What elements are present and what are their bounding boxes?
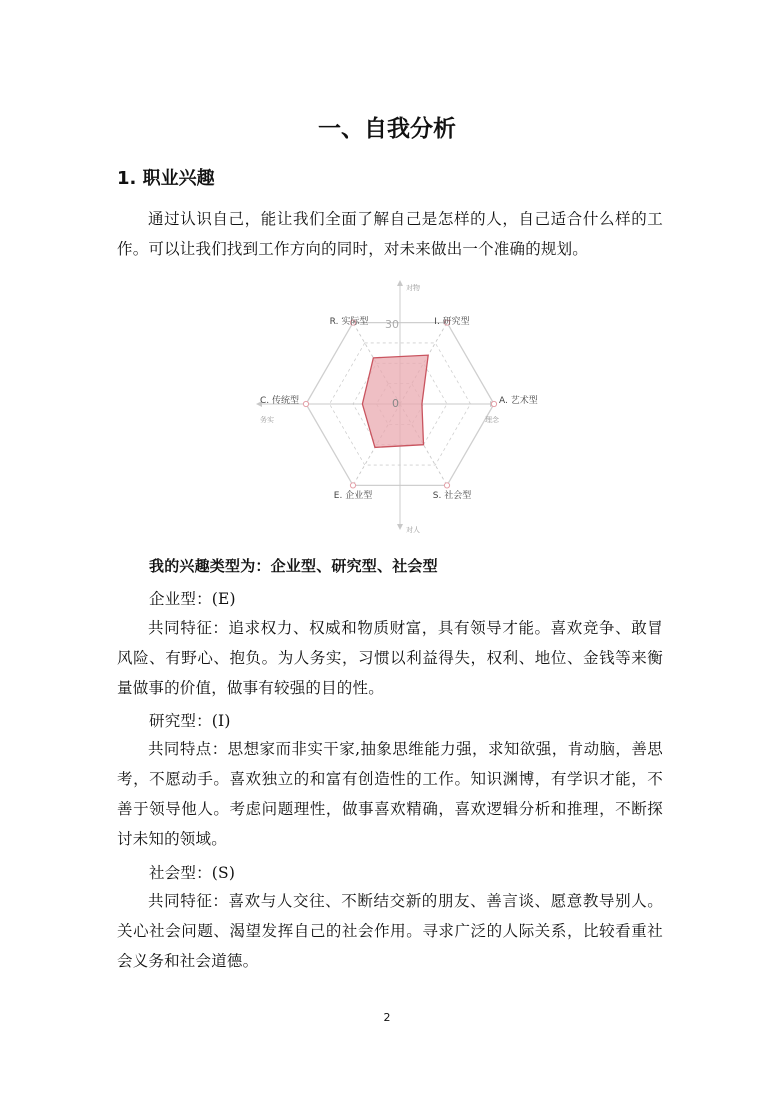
radar-vertex-dot <box>350 483 355 488</box>
radar-chart <box>250 276 538 538</box>
intro-paragraph: 通过认识自己，能让我们全面了解自己是怎样的人，自己适合什么样的工作。可以让我们找到工作方向的同时，对未来做出一个准确的规划。 <box>117 210 663 258</box>
axis-end-label-left: 务实 <box>260 416 274 424</box>
radar-vertex-dot <box>491 401 496 406</box>
axis-end-label-right: 理念 <box>485 416 499 424</box>
axis-arrow-bottom <box>397 524 403 530</box>
type-desc-investigative: 共同特点：思想家而非实干家,抽象思维能力强，求知欲强，肯动脑，善思考，不愿动手。喜欢独立的和富有创造性的工作。知识渊博，有学识才能，不善于领导他人。考虑问题理性，做事喜欢精确，喜欢逻辑分析和推理，不断探讨未知的领域。 <box>117 740 663 848</box>
axis-label-conventional: C. 传统型 <box>260 396 300 406</box>
radar-vertex-dot <box>444 483 449 488</box>
radar-vertex-dot <box>303 401 308 406</box>
section-title: 1. 职业兴趣 <box>117 168 215 189</box>
type-label-enterprising: 企业型：(E) <box>149 590 236 608</box>
axis-end-label-top: 对物 <box>406 284 420 292</box>
tick-label-min: 0 <box>392 397 399 410</box>
interest-summary: 我的兴趣类型为：企业型、研究型、社会型 <box>149 557 438 575</box>
page-number: 2 <box>383 1011 391 1024</box>
type-desc-social: 共同特征：喜欢与人交往、不断结交新的朋友、善言谈、愿意教导别人。关心社会问题、渴望发挥自己的社会作用。寻求广泛的人际关系，比较看重社会义务和社会道德。 <box>117 892 663 970</box>
axis-label-artistic: A. 艺术型 <box>499 396 538 406</box>
axis-label-enterprising: E. 企业型 <box>333 491 373 501</box>
axis-arrow-top <box>397 280 403 286</box>
type-label-social: 社会型：(S) <box>149 864 236 882</box>
page-heading: 一、自我分析 <box>318 116 456 142</box>
axis-label-investigative: I. 研究型 <box>434 317 470 327</box>
type-desc-enterprising: 共同特征：追求权力、权威和物质财富，具有领导才能。喜欢竞争、敢冒风险、有野心、抱负。为人务实，习惯以利益得失，权利、地位、金钱等来衡量做事的价值，做事有较强的目的性。 <box>117 619 663 697</box>
tick-label-max: 30 <box>385 318 399 331</box>
axis-label-realistic: R. 实际型 <box>329 317 369 327</box>
type-label-investigative: 研究型：(I) <box>149 712 231 730</box>
axis-label-social: S. 社会型 <box>432 491 472 501</box>
axis-end-label-bottom: 对人 <box>406 526 420 534</box>
